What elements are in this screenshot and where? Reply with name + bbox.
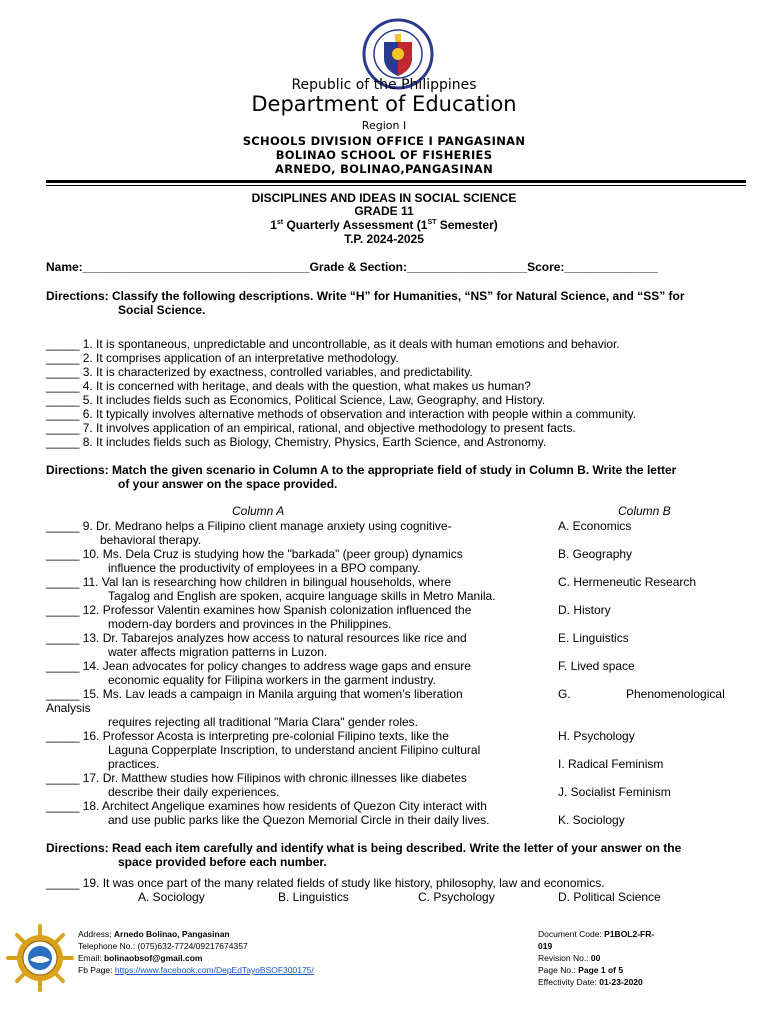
header-divider <box>46 180 746 183</box>
choice-f: F. Lived space <box>558 659 635 673</box>
page-number: Page No.: Page 1 of 5 <box>538 965 624 975</box>
school-logo-icon <box>6 924 74 992</box>
q19-choice-b: B. Linguistics <box>278 890 349 904</box>
question-17[interactable]: _____ 17. Dr. Matthew studies how Filipinos with chronic illnesses like diabetes describe their daily experiences. <box>46 771 467 799</box>
question-13[interactable]: _____ 13. Dr. Tabarejos analyzes how access to natural resources like rice and water affects migration patterns in Luzon. <box>46 631 467 659</box>
question-15[interactable]: _____ 15. Ms. Lav leads a campaign in Manila arguing that women’s liberation <box>46 687 463 701</box>
list-item[interactable]: _____ 1. It is spontaneous, unpredictable and uncontrollable, as it deals with human emotions and behavior. <box>46 337 620 351</box>
choice-a: A. Economics <box>558 519 632 533</box>
choice-j: J. Socialist Feminism <box>558 785 671 799</box>
question-11[interactable]: _____ 11. Val Ian is researching how children in bilingual households, where Tagalog and English are spoken, acquire language skills in Metro Manila. <box>46 575 496 603</box>
list-item[interactable]: _____ 5. It includes fields such as Economics, Political Science, Law, Geography, and History. <box>46 393 546 407</box>
school-address: ARNEDO, BOLINAO,PANGASINAN <box>275 162 493 176</box>
column-b-header: Column B <box>618 504 671 518</box>
column-a-header: Column A <box>232 504 285 518</box>
part1-directions: Directions: Classify the following descriptions. Write “H” for Humanities, “NS” for Natural Science, and “SS” for Social Science. <box>46 289 685 317</box>
q19-choice-a: A. Sociology <box>138 890 205 904</box>
document-code: Document Code: P1BOL2-FR- <box>538 929 655 939</box>
effectivity-date: Effectivity Date: 01-23-2020 <box>538 977 643 987</box>
school-year: T.P. 2024-2025 <box>344 232 424 246</box>
division-label: SCHOOLS DIVISION OFFICE I PANGASINAN <box>242 134 526 148</box>
choice-e: E. Linguistics <box>558 631 629 645</box>
grade-label: GRADE 11 <box>354 204 414 218</box>
question-15-cont: requires rejecting all traditional "Maria Clara" gender roles. <box>108 715 418 729</box>
choice-d: D. History <box>558 603 611 617</box>
part2-directions: Directions: Match the given scenario in Column A to the appropriate field of study in Column B. Write the letter of your answer on the space provided. <box>46 463 677 491</box>
part3-directions: Directions: Read each item carefully and identify what is being described. Write the letter of your answer on the space provided before each number. <box>46 841 682 869</box>
subject-title: DISCIPLINES AND IDEAS IN SOCIAL SCIENCE <box>251 191 517 205</box>
question-12[interactable]: _____ 12. Professor Valentin examines how Spanish colonization influenced the modern-day borders and provinces in the Philippines. <box>46 603 472 631</box>
republic-label: Republic of the Philippines <box>291 77 477 93</box>
q19-choice-c: C. Psychology <box>418 890 495 904</box>
choice-g-text: Phenomenological <box>626 687 725 701</box>
question-9[interactable]: _____ 9. Dr. Medrano helps a Filipino client manage anxiety using cognitive- behavioral therapy. <box>46 519 452 547</box>
header-divider-thin <box>46 185 746 186</box>
facebook-link[interactable]: https://www.facebook.com/DepEdTayoBSOF300175/ <box>114 965 314 975</box>
department-title: Department of Education <box>251 92 517 116</box>
list-item[interactable]: _____ 3. It is characterized by exactness, controlled variables, and predictability. <box>46 365 473 379</box>
choice-k: K. Sociology <box>558 813 625 827</box>
question-14[interactable]: _____ 14. Jean advocates for policy changes to address wage gaps and ensure economic equality for Filipina workers in the garment industry. <box>46 659 471 687</box>
question-15-wrap: Analysis <box>46 701 91 715</box>
quarter-label: 1st Quarterly Assessment (1ST Semester) <box>270 218 498 232</box>
student-info-line[interactable]: Name:__________________________________Grade & Section:__________________Score:______________ <box>46 260 658 274</box>
region-label: Region I <box>361 119 407 132</box>
footer-fb: Fb Page: https://www.facebook.com/DepEdTayoBSOF300175/ <box>78 965 314 975</box>
footer-address: Address: Arnedo Bolinao, Pangasinan <box>78 929 230 939</box>
footer-email: Email: bolinaobsof@gmail.com <box>78 953 203 963</box>
list-item[interactable]: _____ 6. It typically involves alternative methods of observation and interaction with people within a community. <box>46 407 637 421</box>
choice-g-letter: G. <box>558 687 571 701</box>
q19-choice-d: D. Political Science <box>558 890 661 904</box>
list-item[interactable]: _____ 8. It includes fields such as Biology, Chemistry, Physics, Earth Science, and Astronomy. <box>46 435 547 449</box>
document-code-cont: 019 <box>538 941 553 951</box>
question-18[interactable]: _____ 18. Architect Angelique examines how residents of Quezon City interact with and use public parks like the Quezon Memorial Circle in their daily lives. <box>46 799 490 827</box>
question-19[interactable]: _____ 19. It was once part of the many related fields of study like history, philosophy, law and economics. <box>46 876 605 890</box>
choice-b: B. Geography <box>558 547 633 561</box>
revision-number: Revision No.: 00 <box>538 953 601 963</box>
choice-h: H. Psychology <box>558 729 635 743</box>
choice-i: I. Radical Feminism <box>558 757 664 771</box>
list-item[interactable]: _____ 4. It is concerned with heritage, and deals with the question, what makes us human? <box>46 379 531 393</box>
choice-c: C. Hermeneutic Research <box>558 575 697 589</box>
list-item[interactable]: _____ 7. It involves application of an empirical, rational, and objective methodology to present facts. <box>46 421 576 435</box>
question-10[interactable]: _____ 10. Ms. Dela Cruz is studying how the "barkada" (peer group) dynamics influence the productivity of employees in a BPO company. <box>46 547 463 575</box>
school-name: BOLINAO SCHOOL OF FISHERIES <box>275 148 493 162</box>
question-16[interactable]: _____ 16. Professor Acosta is interpreting pre-colonial Filipino texts, like the Laguna Copperplate Inscription, to understand ancient Filipino cultural practices. <box>46 729 481 771</box>
list-item[interactable]: _____ 2. It comprises application of an interpretative methodology. <box>46 351 399 365</box>
footer-telephone: Telephone No.: (075)632-7724/09217674357 <box>78 941 248 951</box>
